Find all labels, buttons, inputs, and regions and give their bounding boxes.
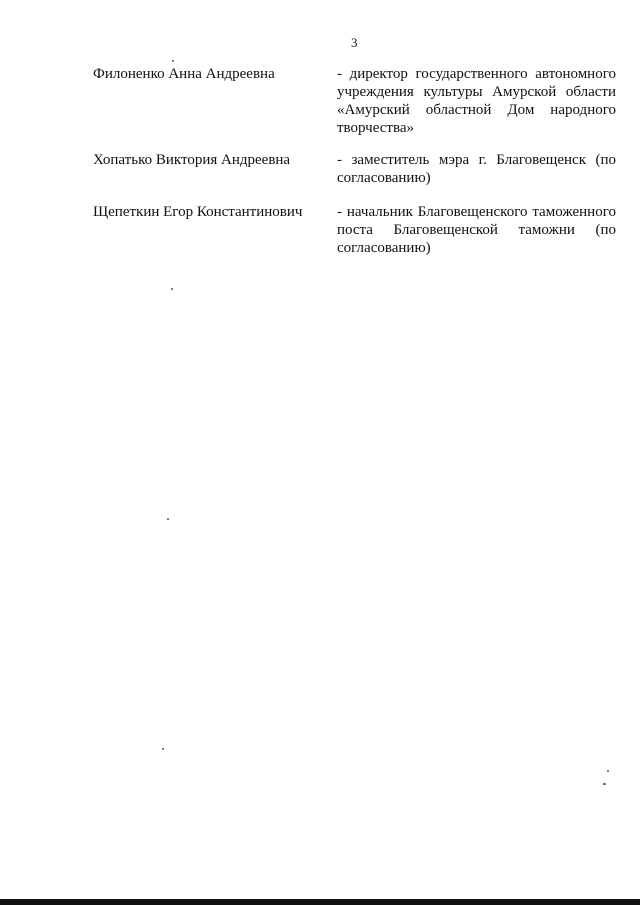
scan-speck — [162, 748, 164, 750]
scan-speck — [171, 288, 173, 290]
member-position: - начальник Благовещенского таможенного поста Благовещенской таможни (по согласованию) — [337, 204, 616, 256]
member-name: Хопатько Виктория Андреевна — [93, 152, 291, 168]
member-name: Щепеткин Егор Константинович — [93, 204, 303, 220]
scan-speck — [172, 60, 174, 62]
scan-speck — [603, 783, 606, 785]
member-position: - директор государственного автономного учреждения культуры Амурской области «Амурский областной Дом народного творчества» — [337, 66, 616, 136]
member-name: Филоненко Анна Андреевна — [93, 66, 275, 82]
scan-speck — [607, 770, 609, 772]
scan-bottom-edge — [0, 899, 640, 905]
member-position: - заместитель мэра г. Благовещенск (по согласованию) — [337, 152, 616, 186]
scan-speck — [167, 518, 169, 520]
page-number: 3 — [351, 35, 358, 50]
